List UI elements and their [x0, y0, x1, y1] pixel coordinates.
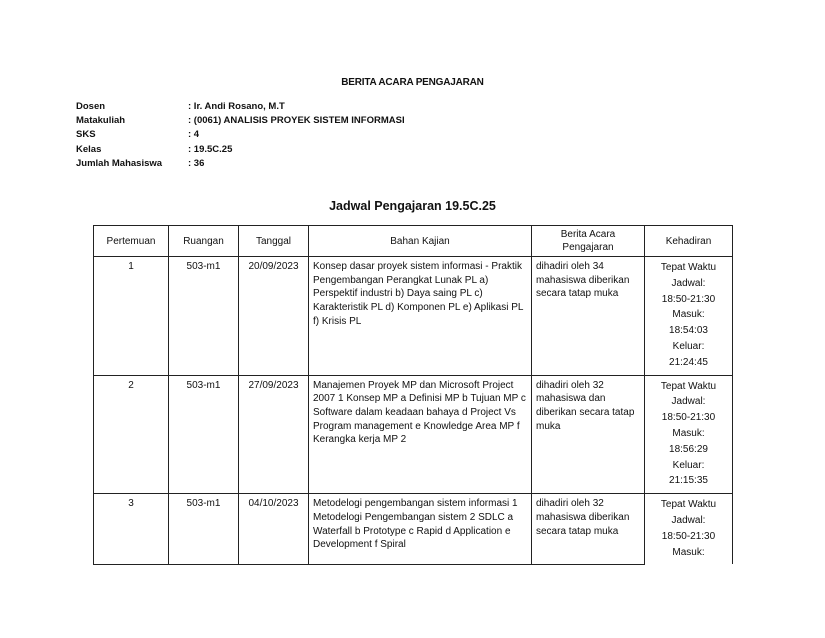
cell-pertemuan: 2	[94, 375, 169, 494]
cell-tanggal: 20/09/2023	[239, 257, 309, 376]
cell-bahan-kajian: Manajemen Proyek MP dan Microsoft Project 2007 1 Konsep MP a Definisi MP b Tujuan MP c Software dalam keadaan bahaya d Project Vs Program management e Knowledge Area MP f Kerangka kerja MP 2	[309, 375, 532, 494]
cell-pertemuan: 1	[94, 257, 169, 376]
attendance-line: Masuk:	[672, 309, 705, 321]
info-value: : 4	[188, 129, 200, 141]
attendance-line: 21:15:35	[669, 475, 708, 487]
attendance-line: 18:50-21:30	[661, 412, 716, 424]
cell-ruangan: 503-m1	[169, 494, 239, 565]
attendance-line: Masuk:	[672, 427, 705, 439]
info-row-jumlah-mahasiswa	[76, 157, 405, 171]
attendance-status: Tepat Waktu	[660, 380, 717, 392]
info-label: Jumlah Mahasiswa	[76, 157, 163, 169]
info-row-dosen	[76, 100, 405, 114]
schedule-table	[93, 225, 733, 565]
table-row	[94, 257, 733, 376]
cell-bahan-kajian: Konsep dasar proyek sistem informasi - Praktik Pengembangan Perangkat Lunak PL a) Perspektif industri b) Daya saing PL c) Karakteristik PL d) Komponen PL e) Aplikasi PL f) Krisis PL	[309, 257, 532, 376]
schedule-title: Jadwal Pengajaran 19.5C.25	[329, 199, 496, 213]
cell-ruangan: 503-m1	[169, 375, 239, 494]
info-row-kelas	[76, 143, 405, 157]
cell-berita-acara: dihadiri oleh 34 mahasiswa diberikan secara tatap muka	[532, 257, 645, 376]
table-row	[94, 494, 733, 565]
info-label: Kelas	[76, 143, 102, 155]
header-tanggal: Tanggal	[239, 226, 309, 257]
header-bahan-kajian: Bahan Kajian	[309, 226, 532, 257]
attendance-line: 18:54:03	[669, 325, 708, 337]
header-berita-acara: Berita Acara Pengajaran	[532, 226, 645, 257]
attendance-line: 18:56:29	[669, 443, 708, 455]
info-value: : 19.5C.25	[188, 143, 233, 155]
info-value: : (0061) ANALISIS PROYEK SISTEM INFORMASI	[188, 115, 405, 127]
header-pertemuan: Pertemuan	[94, 226, 169, 257]
cell-berita-acara: dihadiri oleh 32 mahasiswa dan diberikan secara tatap muka	[532, 375, 645, 494]
info-row-matakuliah	[76, 114, 405, 128]
attendance-status: Tepat Waktu	[660, 262, 717, 273]
attendance-line: Jadwal:	[671, 396, 706, 408]
attendance-line: 21:24:45	[669, 356, 708, 368]
header-ruangan: Ruangan	[169, 226, 239, 257]
course-info	[76, 100, 405, 171]
info-row-sks	[76, 128, 405, 142]
info-label: Dosen	[76, 101, 106, 112]
attendance-line: Masuk:	[672, 546, 705, 558]
info-label: Matakuliah	[76, 115, 126, 127]
info-value: : Ir. Andi Rosano, M.T	[188, 101, 285, 112]
attendance-status: Tepat Waktu	[660, 499, 717, 511]
attendance-line: 18:50-21:30	[661, 530, 716, 542]
attendance-line: Keluar:	[672, 340, 705, 352]
attendance-line: 18:50-21:30	[661, 293, 716, 305]
cell-kehadiran	[645, 257, 733, 376]
attendance-line: Keluar:	[672, 459, 705, 471]
document-title: BERITA ACARA PENGAJARAN	[341, 77, 484, 88]
header-kehadiran: Kehadiran	[645, 226, 733, 257]
cell-bahan-kajian: Metodelogi pengembangan sistem informasi 1 Metodelogi Pengembangan sistem 2 SDLC a Waterfall b Prototype c Rapid d Application e Development f Spiral	[309, 494, 532, 565]
cell-kehadiran	[645, 375, 733, 494]
info-label: SKS	[76, 129, 96, 141]
schedule-table-container	[93, 225, 732, 558]
attendance-line: Jadwal:	[671, 277, 706, 289]
table-header-row	[94, 226, 733, 257]
cell-berita-acara: dihadiri oleh 32 mahasiswa diberikan secara tatap muka	[532, 494, 645, 565]
table-row	[94, 375, 733, 494]
cell-ruangan: 503-m1	[169, 257, 239, 376]
attendance-line: Jadwal:	[671, 514, 706, 526]
cell-kehadiran	[645, 494, 733, 565]
cell-tanggal: 04/10/2023	[239, 494, 309, 565]
cell-tanggal: 27/09/2023	[239, 375, 309, 494]
cell-pertemuan: 3	[94, 494, 169, 565]
info-value: : 36	[188, 157, 205, 169]
